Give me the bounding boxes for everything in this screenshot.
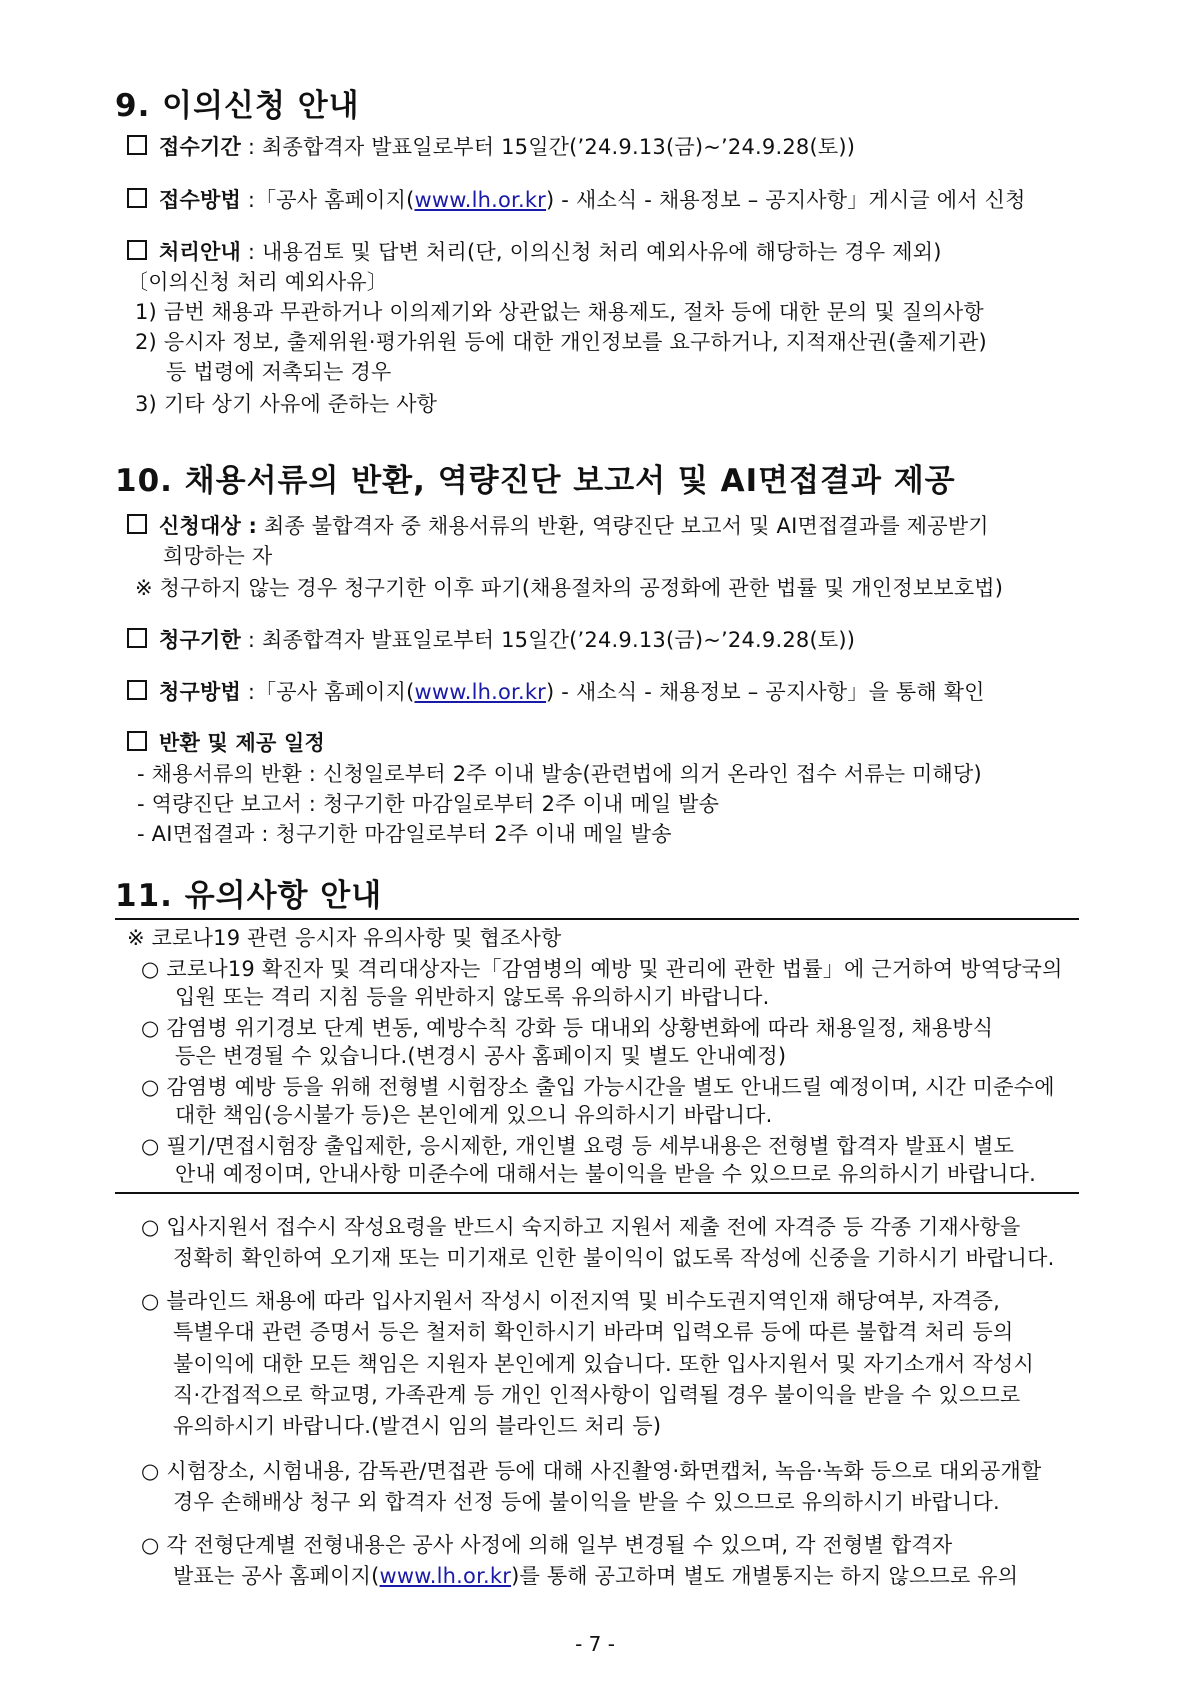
sec10-item-target: [127, 512, 989, 540]
item-label: 처리안내: [159, 240, 241, 264]
notice-item-cont: [173, 1562, 1018, 1590]
covid-notice-title: ※ 코로나19 관련 응시자 유의사항 및 협조사항: [127, 926, 562, 950]
item-text: :「공사 홈페이지(: [240, 680, 415, 704]
covid-item-cont: 입원 또는 격리 지침 등을 위반하지 않도록 유의하시기 바랍니다.: [175, 985, 770, 1009]
checkbox-square-icon: [127, 731, 147, 751]
notice-item-cont: 유의하시기 바랍니다.(발견시 임의 블라인드 처리 등): [173, 1414, 662, 1438]
homepage-link[interactable]: www.lh.or.kr: [414, 680, 547, 704]
covid-item-cont: 등은 변경될 수 있습니다.(변경시 공사 홈페이지 및 별도 안내예정): [175, 1044, 787, 1068]
box-top-rule: [115, 918, 1079, 920]
checkbox-square-icon: [127, 240, 147, 260]
notice-item: ○ 블라인드 채용에 따라 입사지원서 작성시 이전지역 및 비수도권지역인재 해당여부, 자격증,: [141, 1289, 1001, 1313]
sec10-item-deadline: [127, 626, 855, 654]
note-text: ※ 청구하지 않는 경우 청구기한 이후 파기(채용절차의 공정화에 관한 법률 및 개인정보보호법): [135, 576, 1004, 600]
sec10-item-method: [127, 678, 985, 706]
notice-item-cont: 불이익에 대한 모든 책임은 지원자 본인에게 있습니다. 또한 입사지원서 및 자기소개서 작성시: [173, 1352, 1034, 1376]
checkbox-square-icon: [127, 628, 147, 648]
covid-item: ○ 감염병 예방 등을 위해 전형별 시험장소 출입 가능시간을 별도 안내드릴 예정이며, 시간 미준수에: [141, 1075, 1055, 1099]
section-11-heading: 11. 유의사항 안내: [115, 878, 383, 914]
homepage-link[interactable]: www.lh.or.kr: [379, 1564, 512, 1588]
notice-item: ○ 각 전형단계별 전형내용은 공사 사정에 의해 일부 변경될 수 있으며, 각 전형별 합격자: [141, 1533, 953, 1557]
notice-item-cont: 경우 손해배상 청구 외 합격자 선정 등에 불이익을 받을 수 있으므로 유의하시기 바랍니다.: [173, 1490, 1000, 1514]
covid-item: ○ 필기/면접시험장 출입제한, 응시제한, 개인별 요령 등 세부내용은 전형별 합격자 발표시 별도: [141, 1134, 1015, 1158]
item-text: :「공사 홈페이지(: [240, 188, 415, 212]
notice-item-cont: 직·간접적으로 학교명, 가족관계 등 개인 인적사항이 입력될 경우 불이익을 받을 수 있으므로: [173, 1383, 1021, 1407]
exception-item: 1) 금번 채용과 무관하거나 이의제기와 상관없는 채용제도, 절차 등에 대한 문의 및 질의사항: [135, 300, 984, 324]
exception-item: 3) 기타 상기 사유에 준하는 사항: [135, 392, 438, 416]
item-text: : 내용검토 및 답변 처리(단, 이의신청 처리 예외사유에 해당하는 경우 제외): [240, 240, 942, 264]
item-text: 발표는 공사 홈페이지(: [173, 1564, 380, 1588]
item-label: 청구방법: [159, 680, 241, 704]
checkbox-square-icon: [127, 188, 147, 208]
exception-item-cont: 등 법령에 저촉되는 경우: [166, 360, 392, 384]
notice-item-cont: 특별우대 관련 증명서 등은 철저히 확인하시기 바라며 입력오류 등에 따른 불합격 처리 등의: [173, 1320, 1014, 1344]
sec9-item-period: [127, 133, 855, 161]
exception-item: 2) 응시자 정보, 출제위원·평가위원 등에 대한 개인정보를 요구하거나, 지적재산권(출제기관): [135, 330, 987, 354]
covid-item-cont: 안내 예정이며, 안내사항 미준수에 대해서는 불이익을 받을 수 있으므로 유의하시기 바랍니다.: [175, 1162, 1036, 1186]
item-label: 청구기한: [159, 628, 241, 652]
covid-item-cont: 대한 책임(응시불가 등)은 본인에게 있으니 유의하시기 바랍니다.: [175, 1103, 773, 1127]
schedule-item: - 채용서류의 반환 : 신청일로부터 2주 이내 발송(관련법에 의거 온라인 접수 서류는 미해당): [137, 762, 982, 786]
item-label: 접수기간: [159, 135, 241, 159]
checkbox-square-icon: [127, 135, 147, 155]
item-text: ) - 새소식 - 채용정보 – 공지사항」게시글 에서 신청: [546, 188, 1026, 212]
sec9-item-process: [127, 238, 942, 266]
covid-item: ○ 감염병 위기경보 단계 변동, 예방수칙 강화 등 대내외 상황변화에 따라 채용일정, 채용방식: [141, 1016, 994, 1040]
covid-item: ○ 코로나19 확진자 및 격리대상자는「감염병의 예방 및 관리에 관한 법률」에 근거하여 방역당국의: [141, 957, 1063, 981]
sec10-item-schedule: [127, 729, 325, 757]
schedule-item: - AI면접결과 : 청구기한 마감일로부터 2주 이내 메일 발송: [137, 822, 672, 846]
page-number: - 7 -: [575, 1632, 615, 1656]
checkbox-square-icon: [127, 680, 147, 700]
homepage-link[interactable]: www.lh.or.kr: [414, 188, 547, 212]
notice-item: ○ 입사지원서 접수시 작성요령을 반드시 숙지하고 지원서 제출 전에 자격증 등 각종 기재사항을: [141, 1215, 1021, 1239]
notice-item: ○ 시험장소, 시험내용, 감독관/면접관 등에 대해 사진촬영·화면캡처, 녹음·녹화 등으로 대외공개할: [141, 1459, 1042, 1483]
notice-item-cont: 정확히 확인하여 오기재 또는 미기재로 인한 불이익이 없도록 작성에 신중을 기하시기 바랍니다.: [173, 1246, 1055, 1270]
schedule-item: - 역량진단 보고서 : 청구기한 마감일로부터 2주 이내 메일 발송: [137, 792, 720, 816]
item-text: : 최종합격자 발표일로부터 15일간(’24.9.13(금)~’24.9.28(토)): [240, 628, 856, 652]
item-label: 접수방법: [159, 188, 241, 212]
exception-title: 〔이의신청 처리 예외사유〕: [127, 270, 389, 294]
section-9-heading: 9. 이의신청 안내: [115, 88, 360, 124]
item-text: : 최종합격자 발표일로부터 15일간(’24.9.13(금)~’24.9.28(토)): [240, 135, 856, 159]
item-text: )를 통해 공고하며 별도 개별통지는 하지 않으므로 유의: [511, 1564, 1019, 1588]
checkbox-square-icon: [127, 514, 147, 534]
item-label: 신청대상 :: [159, 514, 258, 538]
item-text: 최종 불합격자 중 채용서류의 반환, 역량진단 보고서 및 AI면접결과를 제공받기: [257, 514, 989, 538]
box-bottom-rule: [115, 1192, 1079, 1194]
item-text: ) - 새소식 - 채용정보 – 공지사항」을 통해 확인: [546, 680, 985, 704]
sec9-item-method: [127, 186, 1026, 214]
section-10-heading: 10. 채용서류의 반환, 역량진단 보고서 및 AI면접결과 제공: [115, 463, 956, 499]
item-text-cont: 희망하는 자: [163, 544, 273, 568]
item-label: 반환 및 제공 일정: [159, 731, 325, 755]
